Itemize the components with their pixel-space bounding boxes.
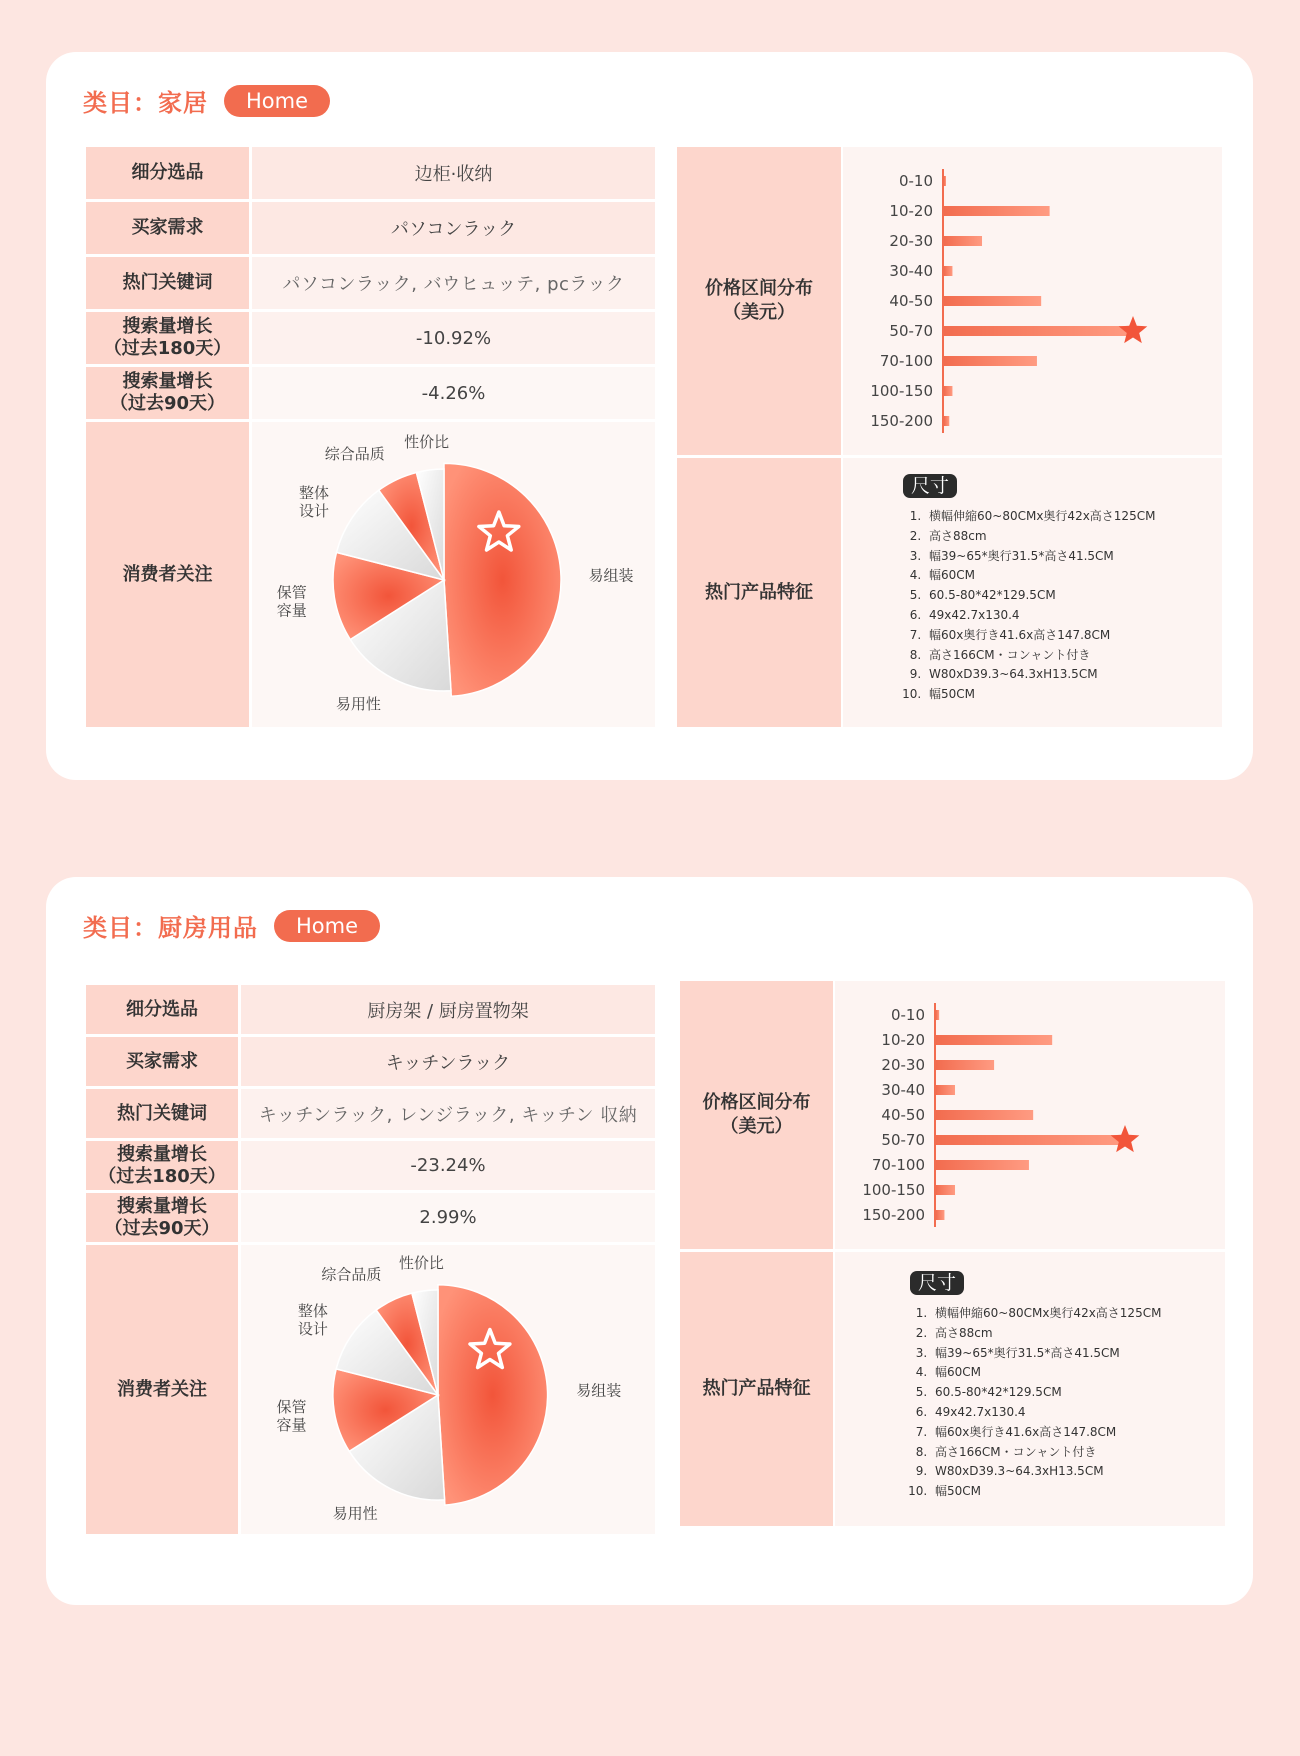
row-label: 买家需求: [86, 202, 252, 254]
table-row: [86, 1089, 655, 1138]
row-label: 细分选品: [86, 147, 252, 199]
tick-label: 40-50: [889, 292, 933, 310]
list-item: 1. 横幅伸縮60~80CMx奥行42x高さ125CM: [925, 507, 1155, 527]
tick-label: 70-100: [871, 1156, 925, 1174]
tick-label: 150-200: [870, 412, 933, 430]
right-panel: [677, 147, 1222, 727]
home-tag-badge: Home: [274, 910, 380, 942]
consumer-focus-label: 消费者关注: [86, 422, 252, 727]
row-value: 边柜·收纳: [252, 147, 655, 199]
list-item: 2. 高さ88cm: [931, 1324, 1161, 1344]
size-list: [899, 507, 1155, 705]
table-row: [86, 985, 655, 1034]
tick-label: 100-150: [862, 1181, 925, 1199]
pie-label: 保管容量: [276, 583, 307, 620]
list-item: 7. 幅60x奥行き41.6x高さ147.8CM: [931, 1423, 1161, 1443]
category-header: [83, 908, 380, 943]
features-content: [843, 458, 1222, 727]
table-row: [86, 147, 655, 199]
row-label: 搜索量增长 （过去90天）: [86, 367, 252, 419]
bar-50-70: [944, 326, 1132, 336]
table-row: [86, 367, 655, 419]
table-row: [86, 312, 655, 364]
list-item: 5. 60.5-80*42*129.5CM: [931, 1383, 1161, 1403]
table-row: [86, 257, 655, 309]
row-value: 厨房架 / 厨房置物架: [241, 985, 655, 1034]
features-content: [835, 1252, 1225, 1526]
info-table: [86, 982, 655, 1537]
row-value: パソコンラック: [252, 202, 655, 254]
home-tag-badge: Home: [224, 85, 330, 117]
category-card-home: [46, 52, 1253, 780]
bar-70-100: [944, 356, 1037, 366]
table-row: [86, 202, 655, 254]
tick-label: 100-150: [870, 382, 933, 400]
row-value: -4.26%: [252, 367, 655, 419]
pie-label: 整体设计: [298, 483, 329, 520]
pie-cell: [241, 1245, 655, 1534]
table-row: [86, 1037, 655, 1086]
row-label: 热门关键词: [86, 1089, 241, 1138]
pie-cell: [252, 422, 655, 727]
pie-label: 综合品质: [324, 445, 385, 464]
bar-50-70: [936, 1135, 1124, 1145]
bar-0-10: [936, 1010, 939, 1020]
right-panel: [680, 981, 1225, 1526]
price-range-box: [677, 147, 1222, 455]
product-features-box: [677, 458, 1222, 727]
pie-label: 易组装: [576, 1381, 622, 1400]
pie-label: 易用性: [332, 1504, 378, 1523]
price-range-label: 价格区间分布 （美元）: [680, 981, 833, 1249]
list-item: 3. 幅39~65*奥行31.5*高さ41.5CM: [931, 1344, 1161, 1364]
product-features-label: 热门产品特征: [677, 458, 841, 727]
list-item: 4. 幅60CM: [925, 566, 1155, 586]
pie-label: 综合品质: [321, 1265, 382, 1284]
bar-20-30: [944, 236, 982, 246]
tick-label: 50-70: [881, 1131, 925, 1149]
bar-70-100: [936, 1160, 1029, 1170]
row-label: 热门关键词: [86, 257, 252, 309]
row-label: 搜索量增长 （过去180天）: [86, 1141, 241, 1190]
tick-label: 20-30: [889, 232, 933, 250]
list-item: 1. 横幅伸縮60~80CMx奥行42x高さ125CM: [931, 1304, 1161, 1324]
row-value: 2.99%: [241, 1193, 655, 1242]
price-range-label: 价格区间分布 （美元）: [677, 147, 841, 455]
pie-slice: [438, 1285, 548, 1505]
bar-10-20: [936, 1035, 1052, 1045]
size-title-badge: 尺寸: [910, 1271, 964, 1295]
row-label: 搜索量增长 （过去180天）: [86, 312, 252, 364]
category-title: 类目：厨房用品: [83, 914, 258, 942]
tick-label: 0-10: [890, 1006, 925, 1024]
pie-slice: [444, 463, 561, 696]
category-header: [83, 83, 330, 118]
price-chart-area: [843, 147, 1222, 455]
price-range-box: [680, 981, 1225, 1249]
product-features-box: [680, 1252, 1225, 1526]
category-card-kitchen: [46, 877, 1253, 1605]
list-item: 5. 60.5-80*42*129.5CM: [925, 586, 1155, 606]
bar-30-40: [936, 1085, 955, 1095]
table-row: [86, 422, 655, 727]
row-label: 买家需求: [86, 1037, 241, 1086]
tick-label: 10-20: [889, 202, 933, 220]
bar-150-200: [944, 416, 949, 426]
tick-label: 10-20: [881, 1031, 925, 1049]
consumer-focus-pie-chart: [248, 1245, 648, 1529]
consumer-focus-pie-chart: [254, 422, 654, 722]
tick-label: 20-30: [881, 1056, 925, 1074]
bar-10-20: [944, 206, 1050, 216]
table-row: [86, 1193, 655, 1242]
info-table: [86, 144, 655, 730]
bar-40-50: [944, 296, 1041, 306]
list-item: 9. W80xD39.3~64.3xH13.5CM: [931, 1462, 1161, 1482]
price-chart-area: [835, 981, 1225, 1249]
list-item: 6. 49x42.7x130.4: [925, 606, 1155, 626]
list-item: 4. 幅60CM: [931, 1363, 1161, 1383]
bar-40-50: [936, 1110, 1033, 1120]
pie-label: 保管容量: [276, 1397, 307, 1434]
bar-0-10: [944, 176, 946, 186]
tick-label: 30-40: [881, 1081, 925, 1099]
pie-label: 易用性: [335, 694, 381, 713]
bar-30-40: [944, 266, 952, 276]
pie-label: 性价比: [403, 433, 449, 452]
row-value: -10.92%: [252, 312, 655, 364]
row-value: キッチンラック, レンジラック, キッチン 収納: [241, 1089, 655, 1138]
row-label: 搜索量增长 （过去90天）: [86, 1193, 241, 1242]
bar-100-150: [944, 386, 952, 396]
pie-label: 性价比: [398, 1253, 444, 1272]
list-item: 6. 49x42.7x130.4: [931, 1403, 1161, 1423]
row-label: 细分选品: [86, 985, 241, 1034]
star-icon: [1111, 1125, 1140, 1152]
list-item: 10. 幅50CM: [931, 1482, 1161, 1502]
bar-150-200: [936, 1210, 944, 1220]
tick-label: 30-40: [889, 262, 933, 280]
tick-label: 70-100: [879, 352, 933, 370]
row-value: パソコンラック, バウヒュッテ, pcラック: [252, 257, 655, 309]
list-item: 10. 幅50CM: [925, 685, 1155, 705]
consumer-focus-label: 消费者关注: [86, 1245, 241, 1534]
list-item: 8. 高さ166CM・コンャント付き: [925, 646, 1155, 666]
table-row: [86, 1141, 655, 1190]
list-item: 7. 幅60x奥行き41.6x高さ147.8CM: [925, 626, 1155, 646]
list-item: 2. 高さ88cm: [925, 527, 1155, 547]
list-item: 8. 高さ166CM・コンャント付き: [931, 1443, 1161, 1463]
tick-label: 0-10: [898, 172, 933, 190]
product-features-label: 热门产品特征: [680, 1252, 833, 1526]
size-title-badge: 尺寸: [903, 474, 957, 498]
price-range-bar-chart: [843, 147, 1222, 455]
table-row: [86, 1245, 655, 1534]
pie-label: 整体设计: [297, 1302, 328, 1339]
row-value: キッチンラック: [241, 1037, 655, 1086]
price-range-bar-chart: [835, 981, 1225, 1249]
bar-20-30: [936, 1060, 994, 1070]
bar-100-150: [936, 1185, 955, 1195]
tick-label: 40-50: [881, 1106, 925, 1124]
star-icon: [1119, 316, 1148, 343]
size-list: [905, 1304, 1161, 1502]
category-title: 类目：家居: [83, 89, 208, 117]
tick-label: 50-70: [889, 322, 933, 340]
list-item: 9. W80xD39.3~64.3xH13.5CM: [925, 665, 1155, 685]
list-item: 3. 幅39~65*奥行31.5*高さ41.5CM: [925, 547, 1155, 567]
pie-label: 易组装: [587, 566, 633, 585]
tick-label: 150-200: [862, 1206, 925, 1224]
row-value: -23.24%: [241, 1141, 655, 1190]
